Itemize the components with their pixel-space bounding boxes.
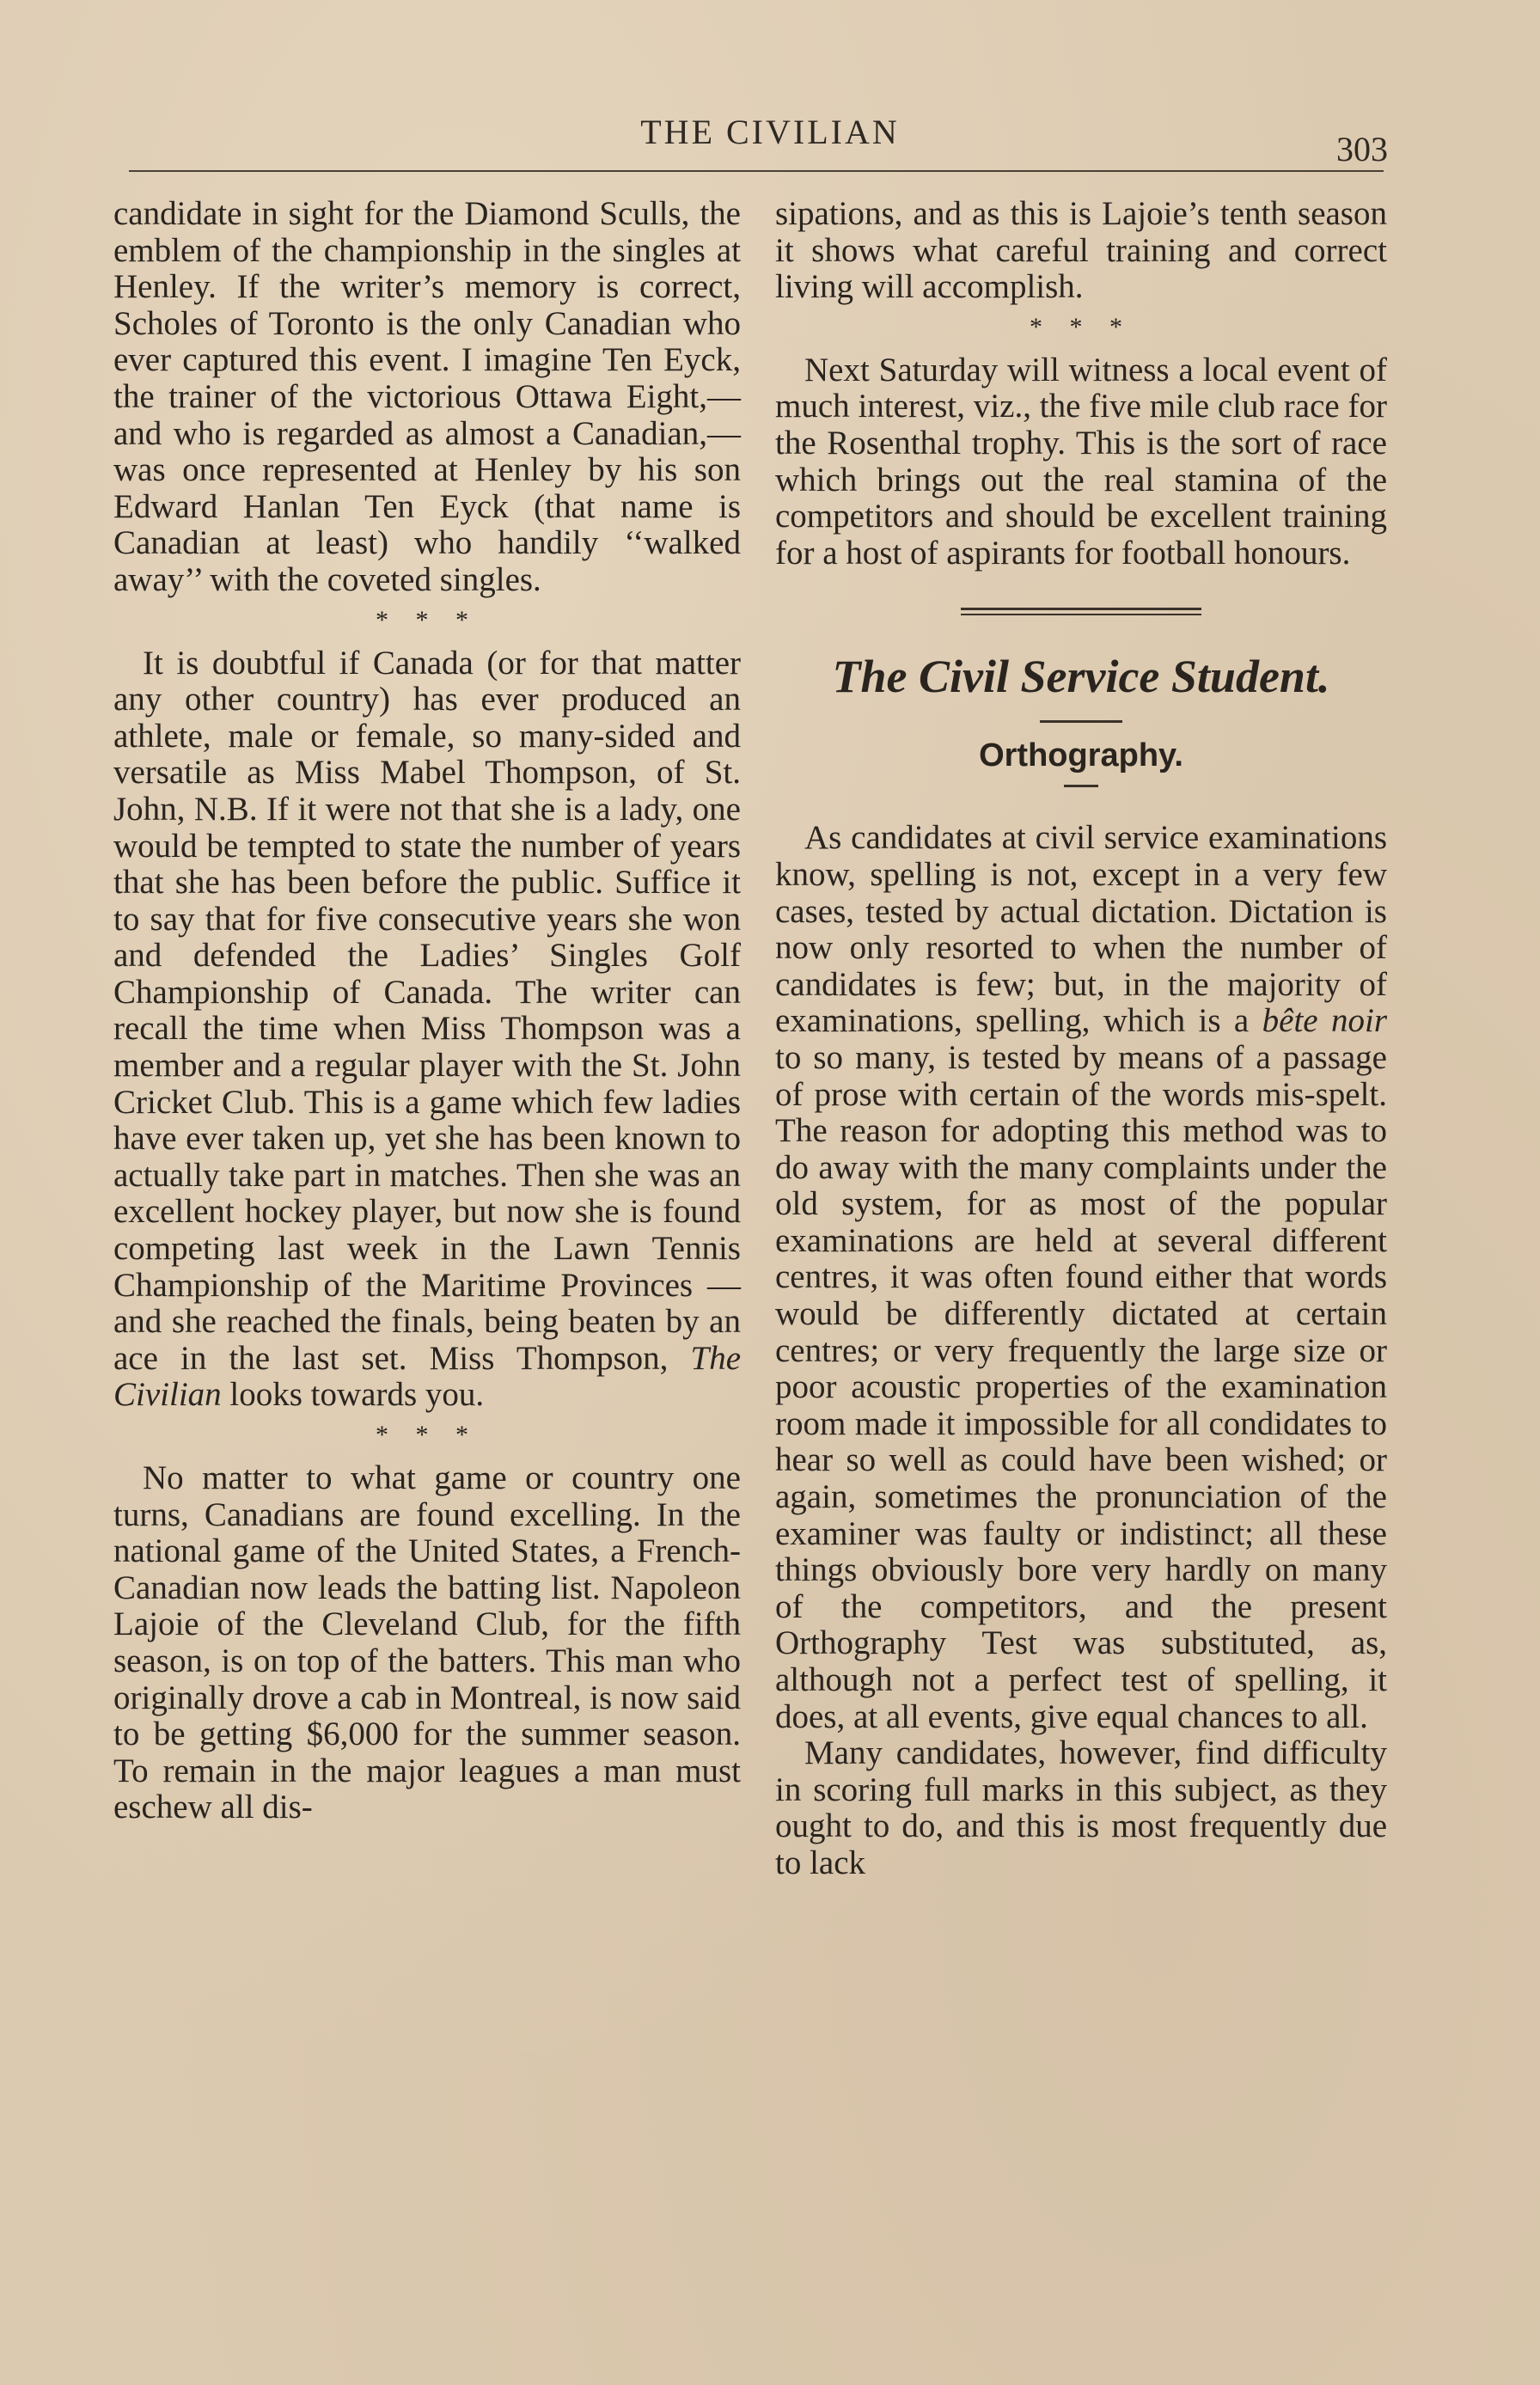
- section-title: The Civil Service Student.: [832, 651, 1330, 703]
- section-separator: * * *: [376, 605, 479, 634]
- left-paragraph-2-end: looks towards you.: [229, 1376, 485, 1414]
- right-column: [775, 196, 1387, 1882]
- right-paragraph-2: Next Saturday will witness a local event of much interest, viz., the five mile club race for the Rosenthal trophy. This is the sort of race which brings out the real stamina of the competitors and should be excellent training for a host of aspirants for football honours.: [775, 351, 1387, 572]
- subhead-rule: [1064, 785, 1098, 787]
- right-paragraph-4: Many candidates, however, find difficulty in scoring full marks in this subject, as they ought to do, and this is most frequently due to lack: [775, 1734, 1387, 1881]
- title-rule: [1040, 720, 1122, 723]
- article-subhead: Orthography.: [979, 737, 1183, 774]
- section-separator: * * *: [1030, 312, 1133, 341]
- header-rule: [129, 170, 1384, 172]
- section-divider: [961, 608, 1201, 615]
- italic-phrase: bête noir: [1262, 1002, 1388, 1040]
- right-paragraph-3: [775, 820, 1387, 1735]
- running-title: THE CIVILIAN: [640, 113, 900, 151]
- left-paragraph-3: No matter to what game or country one turns, Canadians are found excelling. In the national game of the United States, a French-Canadian now leads the batting list. Napoleon Lajoie of the Cleveland Club, for the fifth season, is on top of the batters. This man who originally drove a cab in Montreal, is now said to be getting $6,000 for the summer season. To remain in the major leagues a man must eschew all dis-: [113, 1459, 741, 1826]
- right-paragraph-3-end: to so many, is tested by means of a passage of prose with certain of the words mis-spelt. The reason for adopting this method was to do away with the many complaints under the old system, for as most of the popular examinations are held at several different centres, it was often found either that words would be differently dictated at certain centres; or very frequently the large size or poor acoustic properties of the examination room made it impossible for all condidates to hear so well as could have been wished; or again, sometimes the pronunciation of the examiner was faulty or indistinct; all these things obviously bore very hardly on many of the competitors, and the present Orthography Test was substituted, as, although not a perfect test of spelling, it does, at all events, give equal chances to all.: [775, 1038, 1387, 1735]
- left-paragraph-2-text: It is doubtful if Canada (or for that matter any other country) has ever produced an athlete, male or female, so many-sided and versatile as Miss Mabel Thompson, of St. John, N.B. If it were not that she is a lady, one would be tempted to state the number of years that she has been before the public. Suffice it to say that for five consecutive years she won and defended the Ladies’ Singles Golf Championship of Canada. The writer can recall the time when Miss Thompson was a member and a regular player with the St. John Cricket Club. This is a game which few ladies have ever taken up, yet she has been known to actually take part in matches. Then she was an excellent hockey player, but now she is found competing last week in the Lawn Tennis Championship of the Maritime Provinces — and she reached the finals, being beaten by an ace in the last set. Miss Thompson,: [113, 644, 741, 1377]
- right-paragraph-1: sipations, and as this is Lajoie’s tenth season it shows what careful training and correct living will accomplish.: [775, 195, 1387, 306]
- section-separator: * * *: [376, 1421, 479, 1449]
- publication-name: The Civilian: [113, 1339, 742, 1414]
- right-paragraph-3-text: As candidates at civil service examinations know, spelling is not, except in a very few cases, tested by actual dictation. Dictation is now only resorted to when the number of candidates is few; but, in the majority of examinations, spelling, which is a: [775, 819, 1387, 1040]
- left-paragraph-2: [113, 645, 741, 1414]
- page-number: 303: [1336, 130, 1388, 168]
- left-column: [113, 196, 741, 1826]
- left-paragraph-1: candidate in sight for the Diamond Sculls, the emblem of the championship in the singles at Henley. If the writer’s memory is correct, Scholes of Toronto is the only Canadian who ever captured this event. I imagine Ten Eyck, the trainer of the victorious Ottawa Eight,—and who is regarded as almost a Canadian,—was once represented at Henley by his son Edward Hanlan Ten Eyck (that name is Canadian at least) who handily ‘‘walked away’’ with the coveted singles.: [113, 195, 741, 598]
